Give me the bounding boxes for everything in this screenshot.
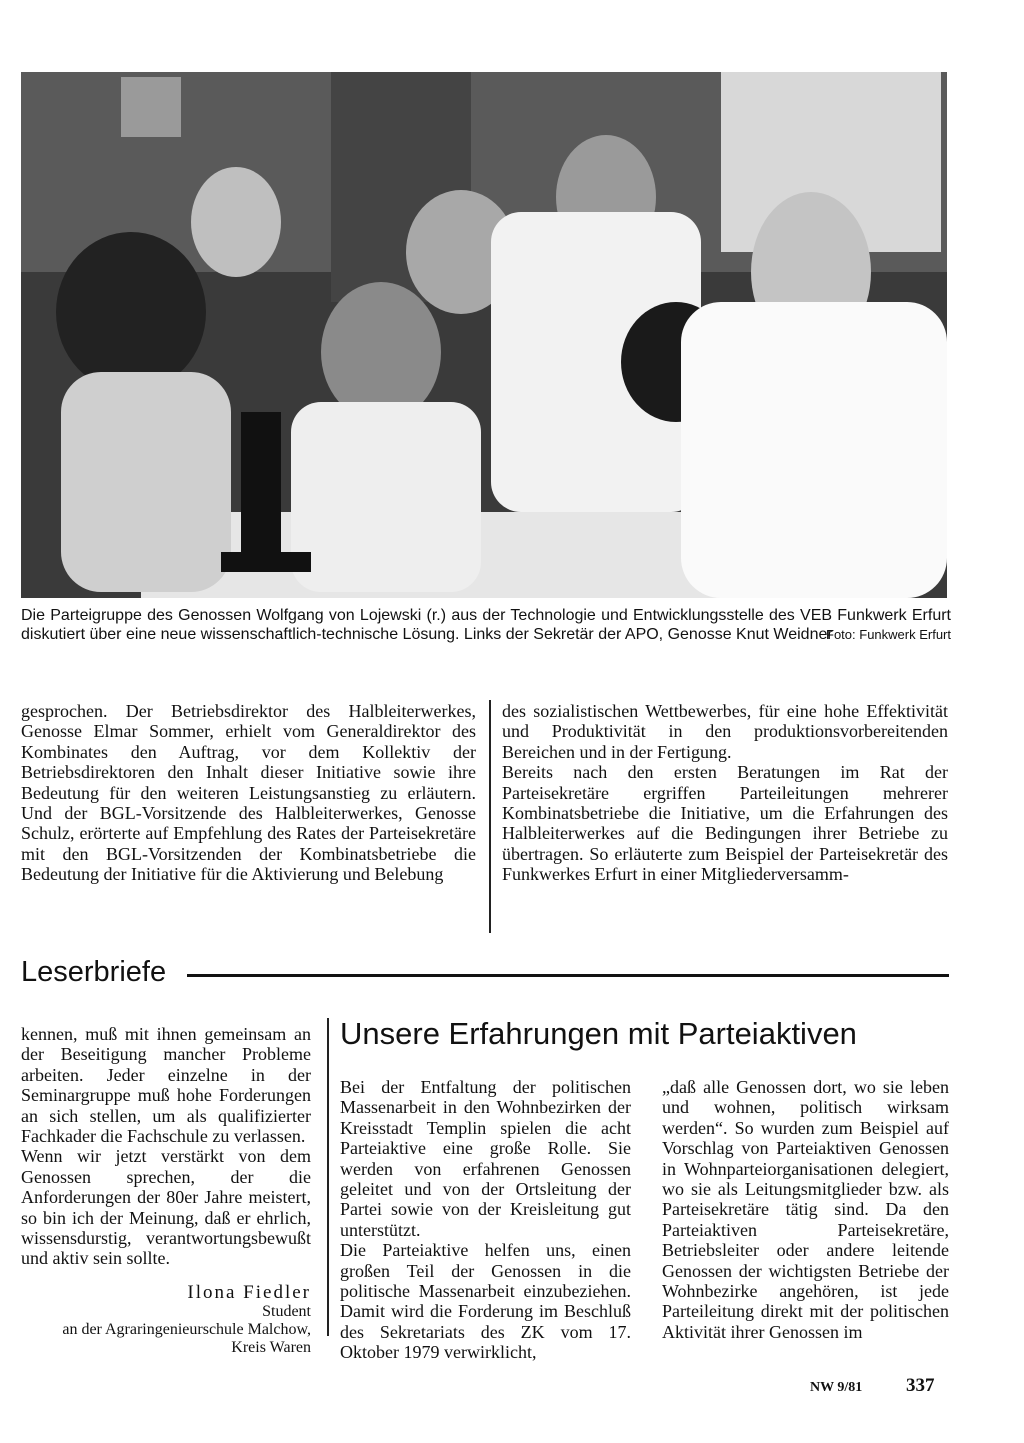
signature-role: Student — [262, 1303, 311, 1321]
letter-column — [21, 1024, 311, 1357]
signature-school: an der Agraringenieurschule Malchow, — [62, 1321, 311, 1339]
article-column-1 — [340, 1077, 631, 1363]
article-title: Unsere Erfahrungen mit Parteiaktiven — [340, 1016, 857, 1051]
photograph-icon — [21, 72, 947, 598]
letter-signature — [21, 1283, 311, 1357]
article-photo — [21, 72, 947, 598]
top-article-column-1 — [21, 701, 476, 885]
article-col1-p2: Die Parteiaktive helfen uns, einen großen Teil der Genossen in die politische Massenarbeit einzubeziehen. Damit wird die Forderung im Beschluß des Sekretariats des ZK vom 17. Oktober 1979 verwirklicht, — [340, 1240, 631, 1363]
top-article-col2-p2: Bereits nach den ersten Beratungen im Rat der Parteisekretäre ergriffen Parteileitungen mehrerer Kombinatsbetriebe die Initiative, um die Erfahrungen des Halbleiterwerkes auf die Bedingungen ihrer Betriebe zu übertragen. So erläuterte zum Beispiel der Parteisekretär des Funkwerkes Erfurt in einer Mitgliederversamm- — [502, 762, 948, 885]
letter-p2: Wenn wir jetzt verstärkt von dem Genossen sprechen, der die Anforderungen der 80er Jahre meistert, so bin ich der Meinung, daß er ehrlich, wissensdurstig, verantwortungsbewußt und aktiv sein sollte. — [21, 1146, 311, 1269]
issue-label: NW 9/81 — [810, 1380, 863, 1395]
column-divider — [489, 700, 491, 933]
article-col1-p1: Bei der Entfaltung der politischen Massenarbeit in den Wohnbezirken der Kreisstadt Templin spielen die acht Parteiaktive eine große Rolle. Sie werden von erfahrenen Genossen geleitet und von der Ortsleitung der Partei sowie von der Kreisleitung gut unterstützt. — [340, 1077, 631, 1240]
section-rule — [187, 974, 949, 977]
photo-caption — [21, 606, 951, 644]
caption-text: Die Parteigruppe des Genossen Wolfgang von Lojewski (r.) aus der Technologie und Entwicklungsstelle des VEB Funkwerk Erfurt diskutiert über eine neue wissenschaftlich-technische Lösung. Links der Sekretär der APO, Genosse Knut Weidner — [21, 607, 951, 643]
signature-place: Kreis Waren — [231, 1339, 311, 1357]
photo-credit: Foto: Funkwerk Erfurt — [826, 627, 951, 642]
article-column-2 — [662, 1077, 949, 1342]
page-number: 337 — [906, 1375, 935, 1396]
section-heading-leserbriefe: Leserbriefe — [21, 956, 167, 988]
column-divider — [327, 1018, 329, 1336]
letter-p1: kennen, muß mit ihnen gemeinsam an der Beseitigung mancher Probleme arbeiten. Jeder einzelne in der Seminargruppe muß hohe Forderungen an sich stellen, um als qualifizierter Fachkader die Fachschule zu verlassen. — [21, 1024, 311, 1147]
top-article-column-2 — [502, 701, 948, 885]
article-col2-text: „daß alle Genossen dort, wo sie leben und wohnen, politisch wirksam werden“. So wurden zum Beispiel auf Vorschlag von Parteiaktiven Genossen in Wohnparteiorganisationen delegiert, wo sie als Leitungsmitglieder bzw. als Parteisekretäre tätig sind. Da den Parteiaktiven Parteisekretäre, Betriebsleiter oder andere leitende Genossen der wichtigsten Betriebe der Wohnbezirke angehören, ist jede Parteileitung direkt mit der politischen Aktivität ihrer Genossen im — [662, 1077, 949, 1342]
top-article-col2-p1: des sozialistischen Wettbewerbes, für eine hohe Effektivität und Produktivität in den produktionsvorbereitenden Bereichen und in der Fertigung. — [502, 701, 948, 762]
signature-name: Ilona Fiedler — [187, 1281, 311, 1303]
top-article-col1-text: gesprochen. Der Betriebsdirektor des Halbleiterwerkes, Genosse Elmar Sommer, erhielt vom Generaldirektor des Kombinates den Auftrag, vor dem Kollektiv der Betriebsdirektoren den Inhalt dieser Initiative sowie ihre Bedeutung für den weiteren Leistungsanstieg zu erläutern. Und der BGL-Vorsitzende des Halbleiterwerkes, Genosse Schulz, erörterte auf Empfehlung des Rates der Parteisekretäre mit den BGL-Vorsitzenden der Kombinatsbetriebe die Bedeutung der Initiative für die Aktivierung und Belebung — [21, 701, 476, 885]
